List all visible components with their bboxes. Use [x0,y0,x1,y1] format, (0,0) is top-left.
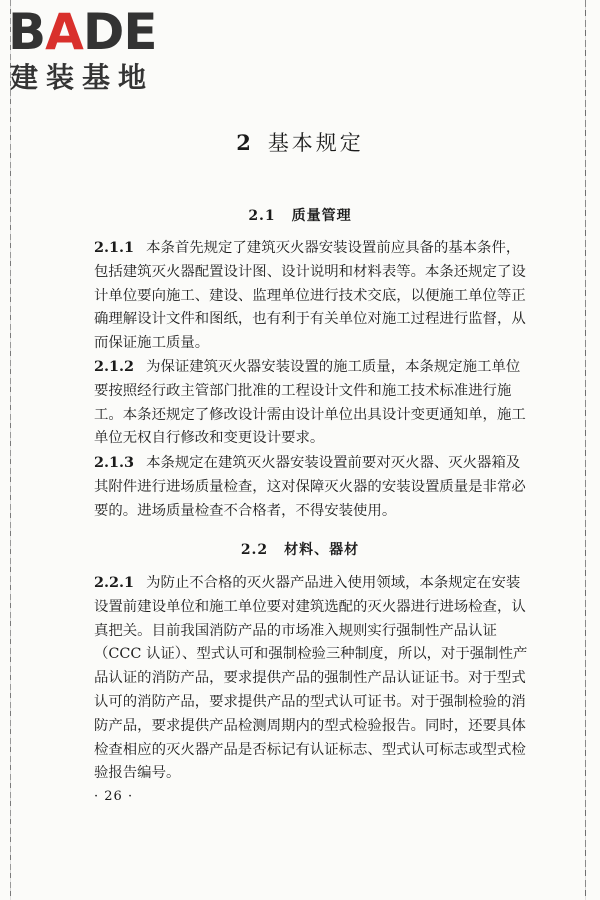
clause-number: 2.2.1 [94,574,135,591]
logo-wordmark: BADE [8,3,157,61]
chapter-heading: 基本规定 [267,131,364,155]
clause-2-1-3 [94,451,534,523]
clause-number: 2.1.2 [94,358,135,375]
clause-2-2-1 [94,571,534,786]
logo-subtitle: 建装基地 [10,61,155,94]
clause-text: 为防止不合格的灭火器产品进入使用领域，本条规定在安装设置前建设单位和施工单位要对建筑选配的灭火器进行进场检查，认真把关。目前我国消防产品的市场准入规则实行强制性产品认证（CCC 认证）、型式认可和强制检验三种制度，所以，对于强制性产品认证的消防产品，要求提供产品的强制性产品认证证书。对于型式认可的消防产品，要求提供产品的型式认可证书。对于强制检验的消防产品，要求提供产品检测周期内的型式检验报告。同时，还要具体检查相应的灭火器产品是否标记有认证标志、型式认可标志或型式检验报告编号。 [94,575,528,782]
clause-number: 2.1.1 [94,239,135,256]
chapter-title [0,127,600,157]
page-number: · 26 · [94,789,134,804]
section-title-materials: 2.2 材料、器材 [240,542,360,558]
brand-logo [6,4,181,96]
clause-text: 本条首先规定了建筑灭火器安装设置前应具备的基本条件，包括建筑灭火器配置设计图、设计说明和材料表等。本条还规定了设计单位要向施工、建设、监理单位进行技术交底，以便施工单位等正确理解设计文件和图纸，也有利于有关单位对施工过程进行监督，从而保证施工质量。 [94,240,526,352]
clause-number: 2.1.3 [94,454,135,471]
section-title-quality-management: 2.1 质量管理 [248,208,352,224]
clause-2-1-2 [94,355,534,451]
chapter-number: 2 [236,130,254,155]
clause-text: 本条规定在建筑灭火器安装设置前要对灭火器、灭火器箱及其附件进行进场质量检查，这对保障灭火器的安装设置质量是非常必要的。进场质量检查不合格者，不得安装使用。 [94,455,526,519]
clause-2-1-1 [94,236,534,356]
clause-text: 为保证建筑灭火器安装设置的施工质量，本条规定施工单位要按照经行政主管部门批准的工程设计文件和施工技术标准进行施工。本条还规定了修改设计需由设计单位出具设计变更通知单，施工单位无权自行修改和变更设计要求。 [94,359,526,447]
